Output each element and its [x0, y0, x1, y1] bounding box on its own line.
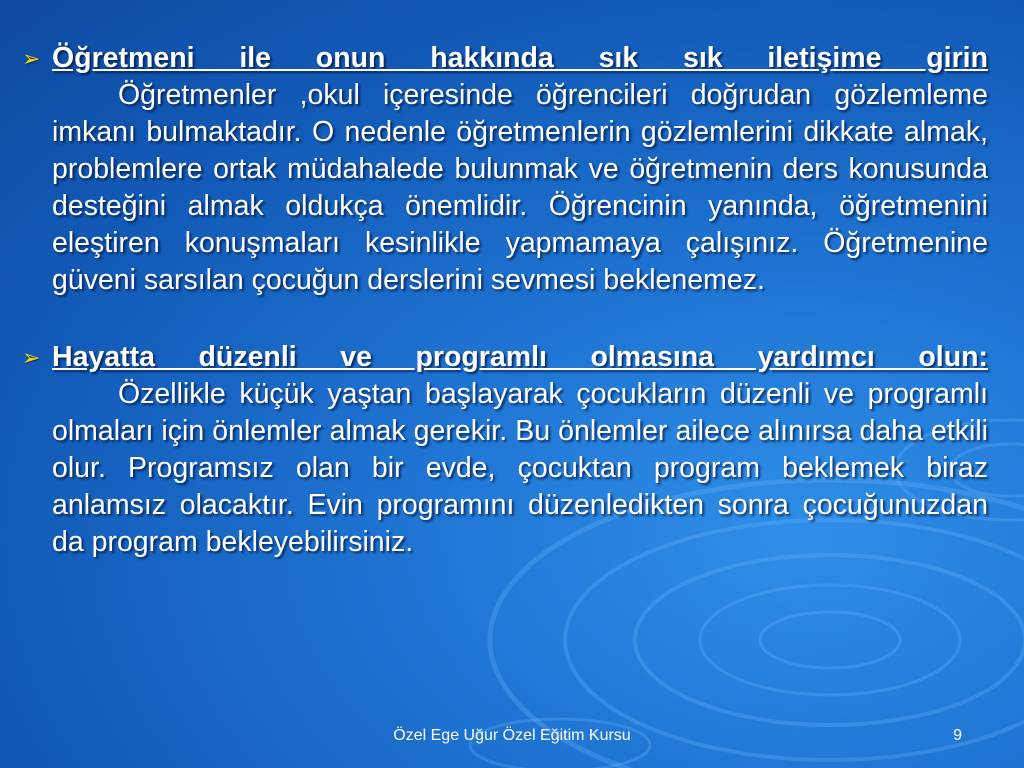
bullet-body: Öğretmenler ,okul içeresinde öğrencileri doğrudan gözlemleme imkanı bulmaktadır. O nedenle öğretmenlerin gözlemlerini dikkate almak, problemlere ortak müdahalede bulunmak ve öğretmenin ders konusunda desteğini almak oldukça önemlidir. Öğrencinin yanında, öğretmenini eleştiren konuşmaları kesinlikle yapmamaya çalışınız. Öğretmenine güveni sarsılan çocuğun derslerini sevmesi beklenemez. [52, 79, 988, 296]
slide-content [22, 40, 988, 601]
bullet-body: Özellikle küçük yaştan başlayarak çocukların düzenli ve programlı olmaları için önlemler almak gerekir. Bu önlemler ailece alınırsa daha etkili olur. Programsız olan bir evde, çocuktan program beklemek biraz anlamsız olacaktır. Evin programını düzenledikten sonra çocuğunuzdan da program bekleyebilirsiniz. [52, 378, 988, 558]
slide-footer: Özel Ege Uğur Özel Eğitim Kursu [393, 727, 631, 744]
bullet-item-orderly-life [22, 339, 988, 561]
bullet-text [52, 339, 988, 561]
bullet-heading: Hayatta düzenli ve programlı olmasına yardımcı olun: [52, 341, 988, 373]
bullet-heading: Öğretmeni ile onun hakkında sık sık iletişime girin [52, 42, 988, 74]
bullet-item-teacher-communication [22, 40, 988, 299]
page-number: 9 [953, 727, 962, 744]
bullet-text [52, 40, 988, 299]
arrow-bullet-icon: ➢ [22, 46, 41, 71]
arrow-bullet-icon: ➢ [22, 345, 41, 370]
